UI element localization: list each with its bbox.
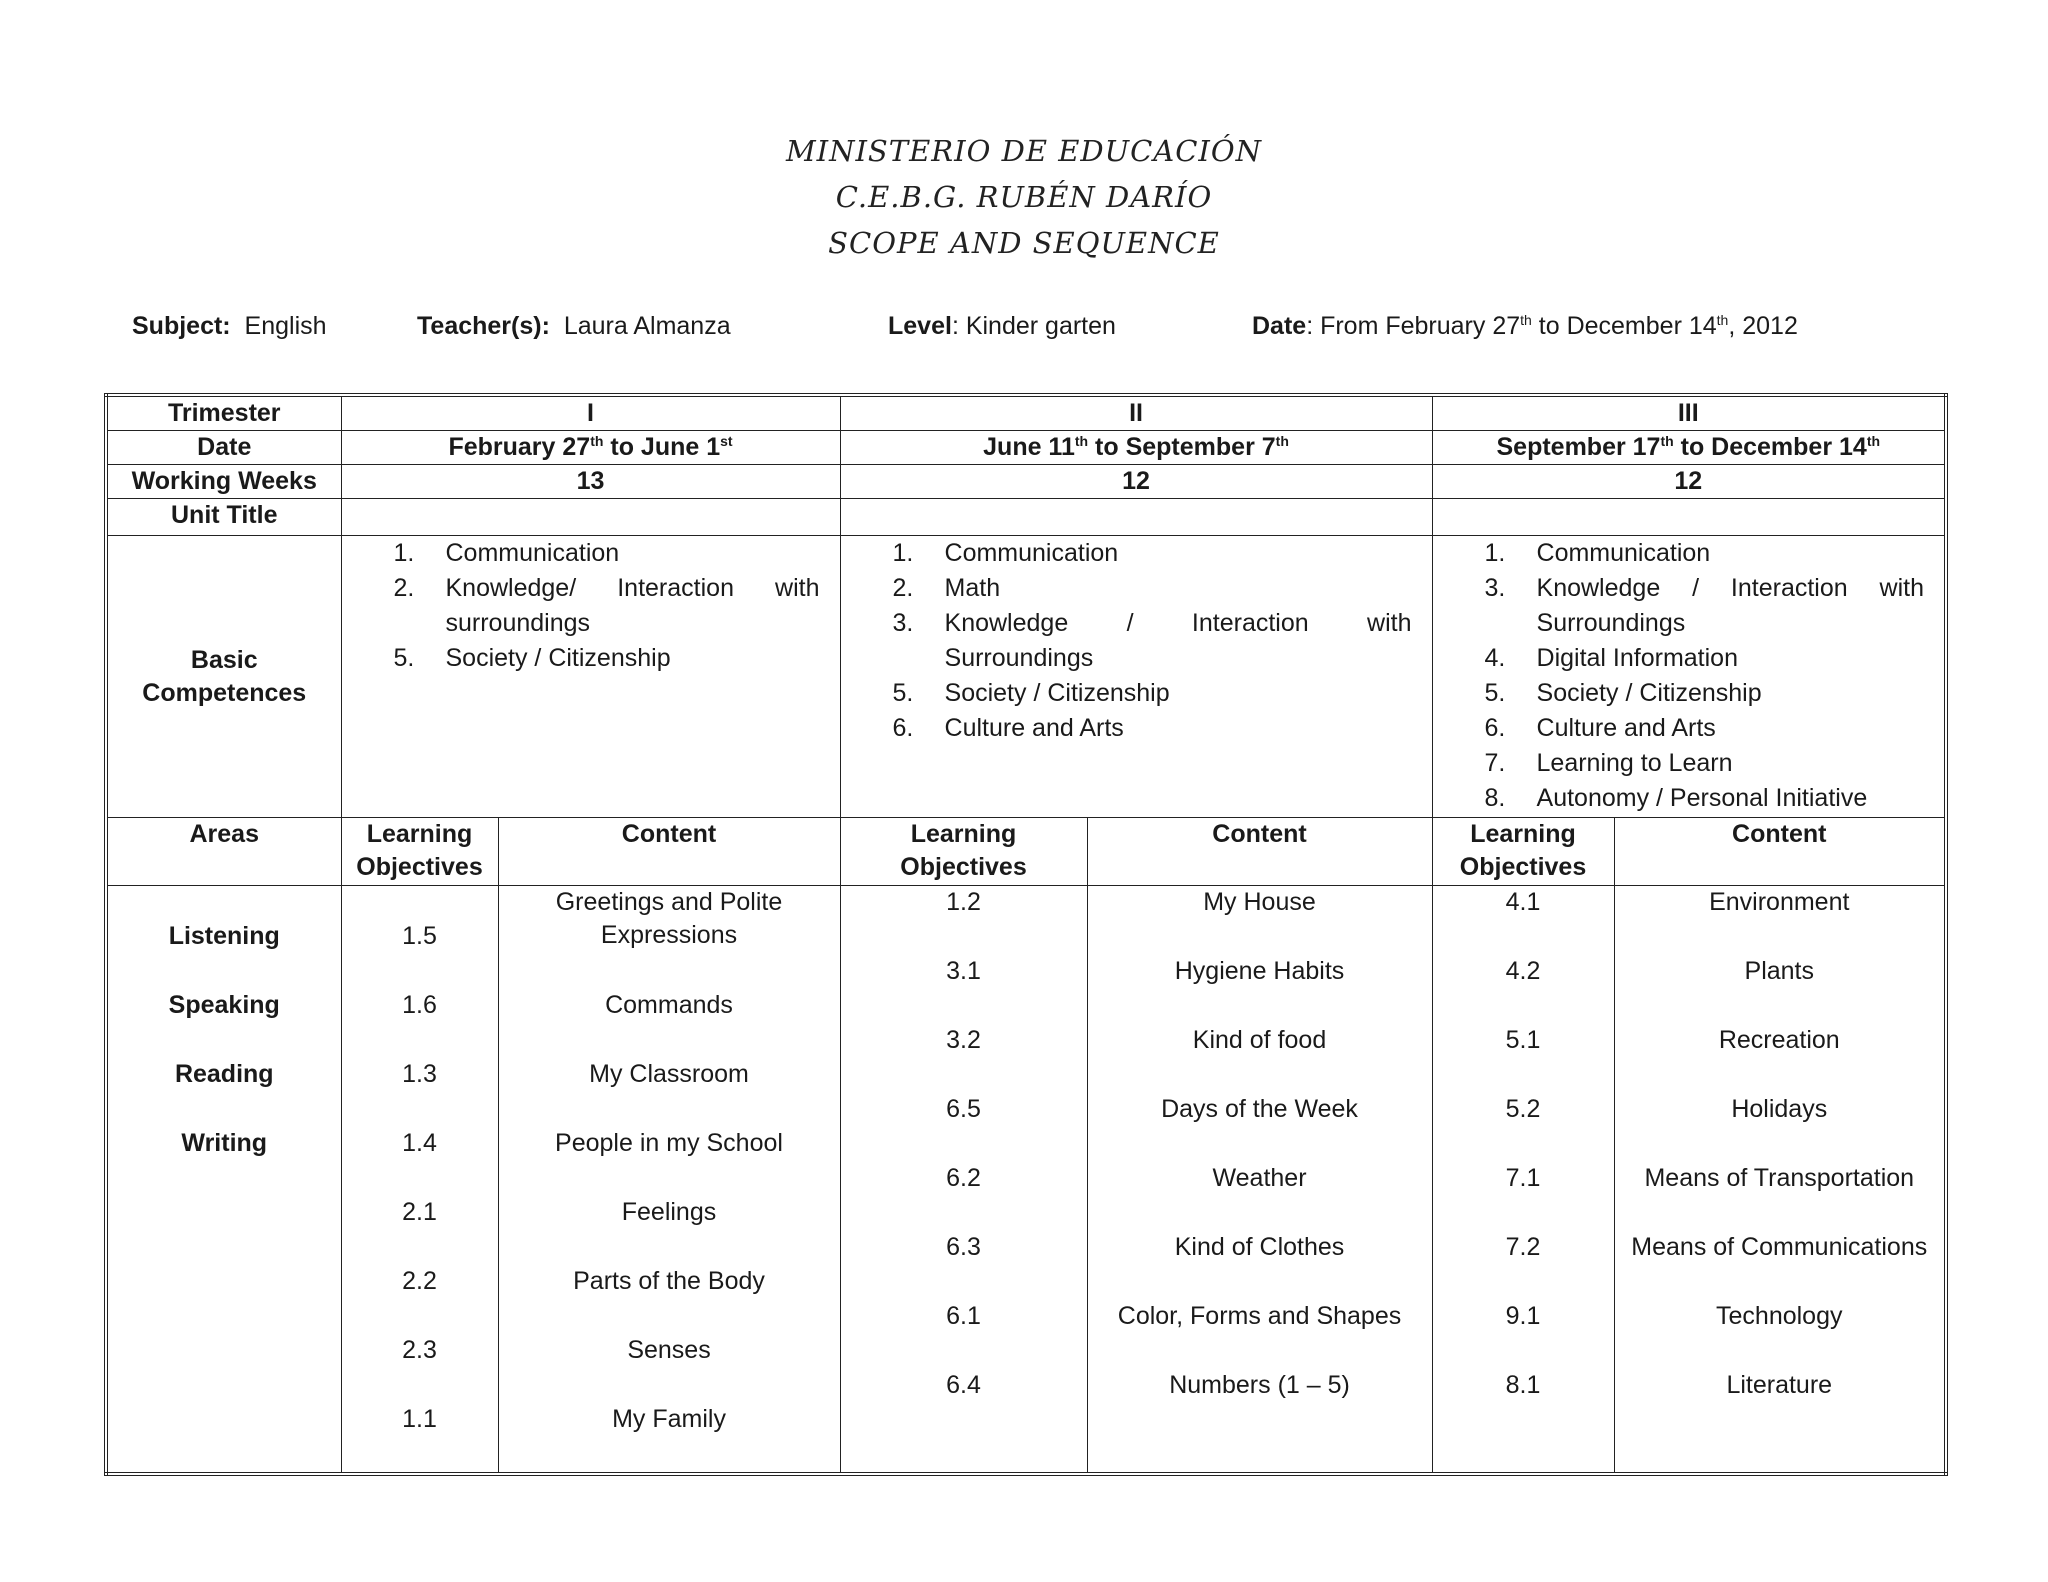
trimester-row (106, 395, 1946, 431)
trimester-1-objectives (341, 886, 498, 1475)
trimester-1-unit-title (341, 499, 840, 536)
list-item: 4.1 (1505, 888, 1541, 916)
list-item: 5. Society / Citizenship (1484, 679, 1762, 707)
list-item: 6.2 (946, 1164, 981, 1192)
trimester-2-contents (1087, 886, 1432, 1475)
list-item: Recreation (1718, 1026, 1840, 1054)
list-item: 1.3 (402, 1060, 437, 1088)
competence-list (1485, 536, 1931, 816)
list-item: 1. Communication (892, 539, 1119, 567)
competence-list (394, 536, 826, 676)
list-item: 8.1 (1505, 1371, 1541, 1399)
list-item: 5.2 (1505, 1095, 1541, 1123)
trimester-3-contents (1614, 886, 1946, 1475)
trimester-2-competences (840, 536, 1432, 818)
area-writing: Writing (181, 1129, 268, 1157)
list-item: Parts of the Body (573, 1267, 765, 1295)
trimester-1-objectives-header: Learning Objectives (341, 818, 498, 886)
areas-label: Areas (106, 818, 341, 886)
list-item: 6.4 (946, 1371, 981, 1399)
trimester-3-competences (1432, 536, 1946, 818)
trimester-3-weeks: 12 (1432, 465, 1946, 499)
list-item: 1. Communication (393, 539, 620, 567)
date-label: Date (106, 431, 341, 465)
list-item: Holidays (1731, 1095, 1828, 1123)
list-item: Commands (605, 991, 733, 1019)
list-item: 8. Autonomy / Personal Initiative (1484, 784, 1868, 812)
list-item: Kind of food (1192, 1026, 1327, 1054)
areas-header-row (106, 818, 1946, 886)
list-item: 1. Communication (1484, 539, 1711, 567)
document-header (0, 128, 2048, 266)
list-item: 3. Knowledge / Interaction with Surroundings (892, 609, 1412, 672)
list-item: 1.5 (402, 922, 437, 950)
list-item: 5. Society / Citizenship (892, 679, 1170, 707)
list-item: My House (1203, 888, 1316, 916)
meta-level: Level: Kinder garten (888, 312, 1116, 340)
list-item: 9.1 (1505, 1302, 1541, 1330)
date-row (106, 431, 1946, 465)
trimester-3-objectives-header: Learning Objectives (1432, 818, 1614, 886)
trimester-1-name: I (341, 395, 840, 431)
meta-teacher: Teacher(s): Laura Almanza (417, 312, 731, 340)
trimester-1-competences (341, 536, 840, 818)
areas-list (106, 886, 341, 1475)
list-item: My Classroom (589, 1060, 749, 1088)
list-item: 3.1 (946, 957, 981, 985)
list-item: 5.1 (1505, 1026, 1541, 1054)
header-school: C.E.B.G. RUBÉN DARÍO (835, 180, 1213, 214)
list-item: 1.2 (946, 888, 981, 916)
trimester-3-name: III (1432, 395, 1946, 431)
list-item: 2. Math (892, 574, 1001, 602)
unit-title-row (106, 499, 1946, 536)
unit-title-label: Unit Title (106, 499, 341, 536)
trimester-label: Trimester (106, 395, 341, 431)
meta-date: Date: From February 27th to December 14th, 2012 (1252, 312, 1798, 340)
list-item: Days of the Week (1161, 1095, 1358, 1123)
trimester-1-content-header: Content (498, 818, 840, 886)
list-item: 2. Knowledge/ Interaction with surroundings (393, 574, 820, 637)
list-item: 7.1 (1505, 1164, 1541, 1192)
trimester-2-content-header: Content (1087, 818, 1432, 886)
trimester-3-unit-title (1432, 499, 1946, 536)
list-item: 7.2 (1505, 1233, 1541, 1261)
list-item: 6.3 (946, 1233, 981, 1261)
list-item: People in my School (555, 1129, 783, 1157)
header-doc-title: SCOPE AND SEQUENCE (828, 226, 1220, 260)
area-reading: Reading (174, 1060, 274, 1088)
list-item: Numbers (1 – 5) (1169, 1371, 1350, 1399)
list-item: Senses (627, 1336, 711, 1364)
document-meta (0, 312, 2048, 346)
basic-competences-label: Basic Competences (106, 536, 341, 818)
trimester-2-date: June 11th to September 7th (840, 431, 1432, 465)
meta-subject: Subject: English (132, 312, 327, 340)
area-listening: Listening (168, 922, 280, 950)
list-item: 4.2 (1505, 957, 1541, 985)
list-item: 5. Society / Citizenship (393, 644, 671, 672)
list-item: 2.2 (402, 1267, 437, 1295)
list-item: Hygiene Habits (1174, 957, 1345, 985)
list-item: 4. Digital Information (1484, 644, 1738, 672)
working-weeks-row (106, 465, 1946, 499)
list-item: My Family (612, 1405, 726, 1433)
areas-content-row (106, 886, 1946, 1475)
working-weeks-label: Working Weeks (106, 465, 341, 499)
trimester-1-contents (498, 886, 840, 1475)
list-item: 3. Knowledge / Interaction with Surroundings (1484, 574, 1925, 637)
trimester-1-date: February 27th to June 1st (341, 431, 840, 465)
list-item: 6.5 (946, 1095, 981, 1123)
scope-sequence-table (104, 393, 1948, 1476)
list-item: 3.2 (946, 1026, 981, 1054)
trimester-3-objectives (1432, 886, 1614, 1475)
list-item: 6. Culture and Arts (892, 714, 1124, 742)
trimester-3-date: September 17th to December 14th (1432, 431, 1946, 465)
list-item: 7. Learning to Learn (1484, 749, 1733, 777)
list-item: Kind of Clothes (1174, 1233, 1345, 1261)
list-item: Environment (1709, 888, 1850, 916)
list-item: 6. Culture and Arts (1484, 714, 1716, 742)
trimester-3-content-header: Content (1614, 818, 1946, 886)
list-item: Means of Transportation (1644, 1164, 1915, 1192)
list-item: Means of Communications (1631, 1233, 1928, 1261)
list-item: Plants (1744, 957, 1814, 985)
list-item: Color, Forms and Shapes (1117, 1302, 1402, 1330)
list-item: 1.6 (402, 991, 437, 1019)
header-ministry: MINISTERIO DE EDUCACIÓN (785, 134, 1263, 168)
list-item: Weather (1212, 1164, 1307, 1192)
list-item: Literature (1726, 1371, 1833, 1399)
list-item: 1.4 (402, 1129, 437, 1157)
list-item: Technology (1716, 1302, 1843, 1330)
trimester-2-objectives-header: Learning Objectives (840, 818, 1087, 886)
competence-list (893, 536, 1418, 746)
trimester-2-unit-title (840, 499, 1432, 536)
list-item: Feelings (621, 1198, 717, 1226)
list-item: 2.3 (402, 1336, 437, 1364)
list-item: Greetings and Polite Expressions (555, 888, 783, 949)
trimester-2-objectives (840, 886, 1087, 1475)
trimester-1-weeks: 13 (341, 465, 840, 499)
basic-competences-row (106, 536, 1946, 818)
area-speaking: Speaking (168, 991, 280, 1019)
list-item: 1.1 (402, 1405, 437, 1433)
trimester-2-name: II (840, 395, 1432, 431)
list-item: 2.1 (402, 1198, 437, 1226)
list-item: 6.1 (946, 1302, 981, 1330)
trimester-2-weeks: 12 (840, 465, 1432, 499)
